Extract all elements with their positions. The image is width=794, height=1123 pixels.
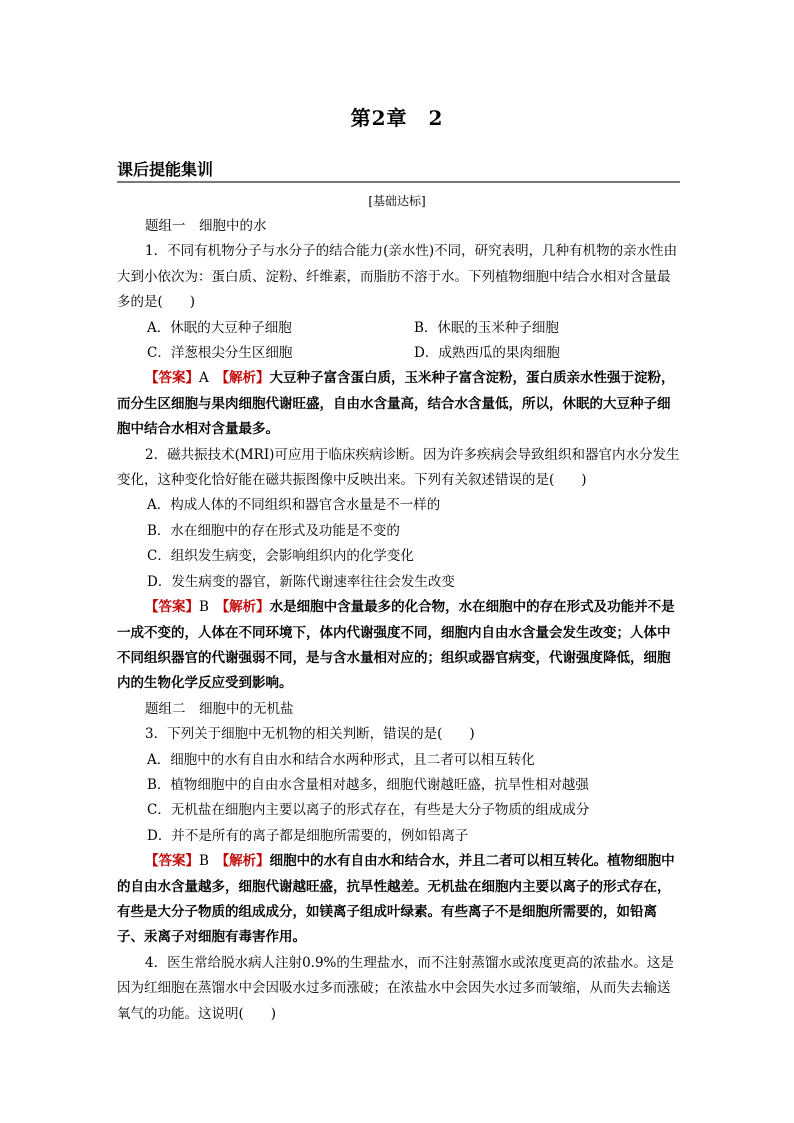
- option-row: [117, 316, 681, 341]
- analysis-label: 【解析】: [222, 370, 270, 387]
- answer-label: 【答案】: [145, 853, 199, 870]
- option-b: B．植物细胞中的自由水含量相对越多，细胞代谢越旺盛，抗旱性相对越强: [147, 776, 589, 793]
- option-a: A．细胞中的水有自由水和结合水两种形式，且二者可以相互转化: [147, 751, 535, 768]
- option-d: D．并不是所有的离子都是细胞所需要的，例如铅离子: [147, 827, 469, 844]
- option-c: C．无机盐在细胞内主要以离子的形式存在，有些是大分子物质的组成成分: [147, 802, 590, 819]
- question-stem: 2．磁共振技术(MRI)可应用于临床疾病诊断。因为许多疾病会导致组织和器官内水分发生变化，这种变化恰好能在磁共振图像中反映出来。下列有关叙述错误的是( ): [117, 446, 680, 489]
- option-b: B．水在细胞中的存在形式及功能是不变的: [147, 522, 400, 539]
- answer-value: A: [199, 370, 223, 387]
- question-stem: 1．不同有机物分子与水分子的结合能力(亲水性)不同，研究表明，几种有机物的亲水性由大到小依次为：蛋白质、淀粉、纤维素，而脂肪不溶于水。下列植物细胞中结合水相对含量最多的是( ): [117, 243, 678, 311]
- chapter-title: 第2章 2: [350, 106, 444, 130]
- question-stem: 3．下列关于细胞中无机物的相关判断，错误的是( ): [145, 726, 475, 743]
- option-a: A．休眠的大豆种子细胞: [147, 319, 292, 336]
- subheading: [基础达标]: [368, 194, 426, 208]
- option-c: C．洋葱根尖分生区细胞: [147, 345, 293, 362]
- answer-block: [117, 595, 681, 697]
- group-heading: 题组二 细胞中的无机盐: [145, 700, 294, 717]
- option-a: A．构成人体的不同组织和器官含水量是不一样的: [147, 497, 441, 514]
- question-stem: 4．医生常给脱水病人注射0.9%的生理盐水，而不注射蒸馏水或浓度更高的浓盐水。这是因为红细胞在蒸馏水中会因吸水过多而涨破；在浓盐水中会因失水过多而皱缩，从而失去输送氧气的功能。这说明( ): [117, 954, 674, 1022]
- answer-label: 【答案】: [145, 599, 199, 616]
- answer-label: 【答案】: [145, 370, 199, 387]
- analysis-label: 【解析】: [222, 853, 270, 870]
- content-body: [117, 214, 681, 1027]
- analysis-label: 【解析】: [222, 599, 270, 616]
- section-title: 课后提能集训: [117, 160, 214, 179]
- analysis-text: 细胞中的水有自由水和结合水，并且二者可以相互转化。植物细胞中的自由水含量越多，细胞代谢越旺盛，抗旱性越差。无机盐在细胞内主要以离子的形式存在，有些是大分子物质的组成成分，如镁离子组成叶绿素。有些离子不是细胞所需要的，如铅离子、汞离子对细胞有毒害作用。: [117, 853, 675, 946]
- group-heading: 题组一 细胞中的水: [145, 218, 267, 234]
- analysis-text: 水是细胞中含量最多的化合物，水在细胞中的存在形式及功能并不是一成不变的，人体在不同环境下，体内代谢强度不同，细胞内自由水含量会发生改变；人体中不同组织器官的代谢强弱不同，是与含水量相对应的；组织或器官病变，代谢强度降低，细胞内的生物化学反应受到影响。: [117, 599, 675, 692]
- divider-rule: [117, 181, 680, 183]
- option-c: C．组织发生病变，会影响组织内的化学变化: [147, 548, 414, 565]
- answer-block: [117, 849, 681, 951]
- option-d: D．发生病变的器官，新陈代谢速率往往会发生改变: [147, 573, 455, 590]
- analysis-text: 大豆种子富含蛋白质，玉米种子富含淀粉，蛋白质亲水性强于淀粉，而分生区细胞与果肉细胞代谢旺盛，自由水含量高，结合水含量低，所以，休眠的大豆种子细胞中结合水相对含量最多。: [117, 370, 675, 438]
- option-row: [117, 341, 681, 366]
- answer-block: [117, 366, 681, 442]
- option-d: D．成熟西瓜的果肉细胞: [414, 345, 560, 362]
- option-b: B．休眠的玉米种子细胞: [414, 319, 559, 336]
- answer-value: B: [199, 853, 223, 870]
- answer-value: B: [199, 599, 223, 616]
